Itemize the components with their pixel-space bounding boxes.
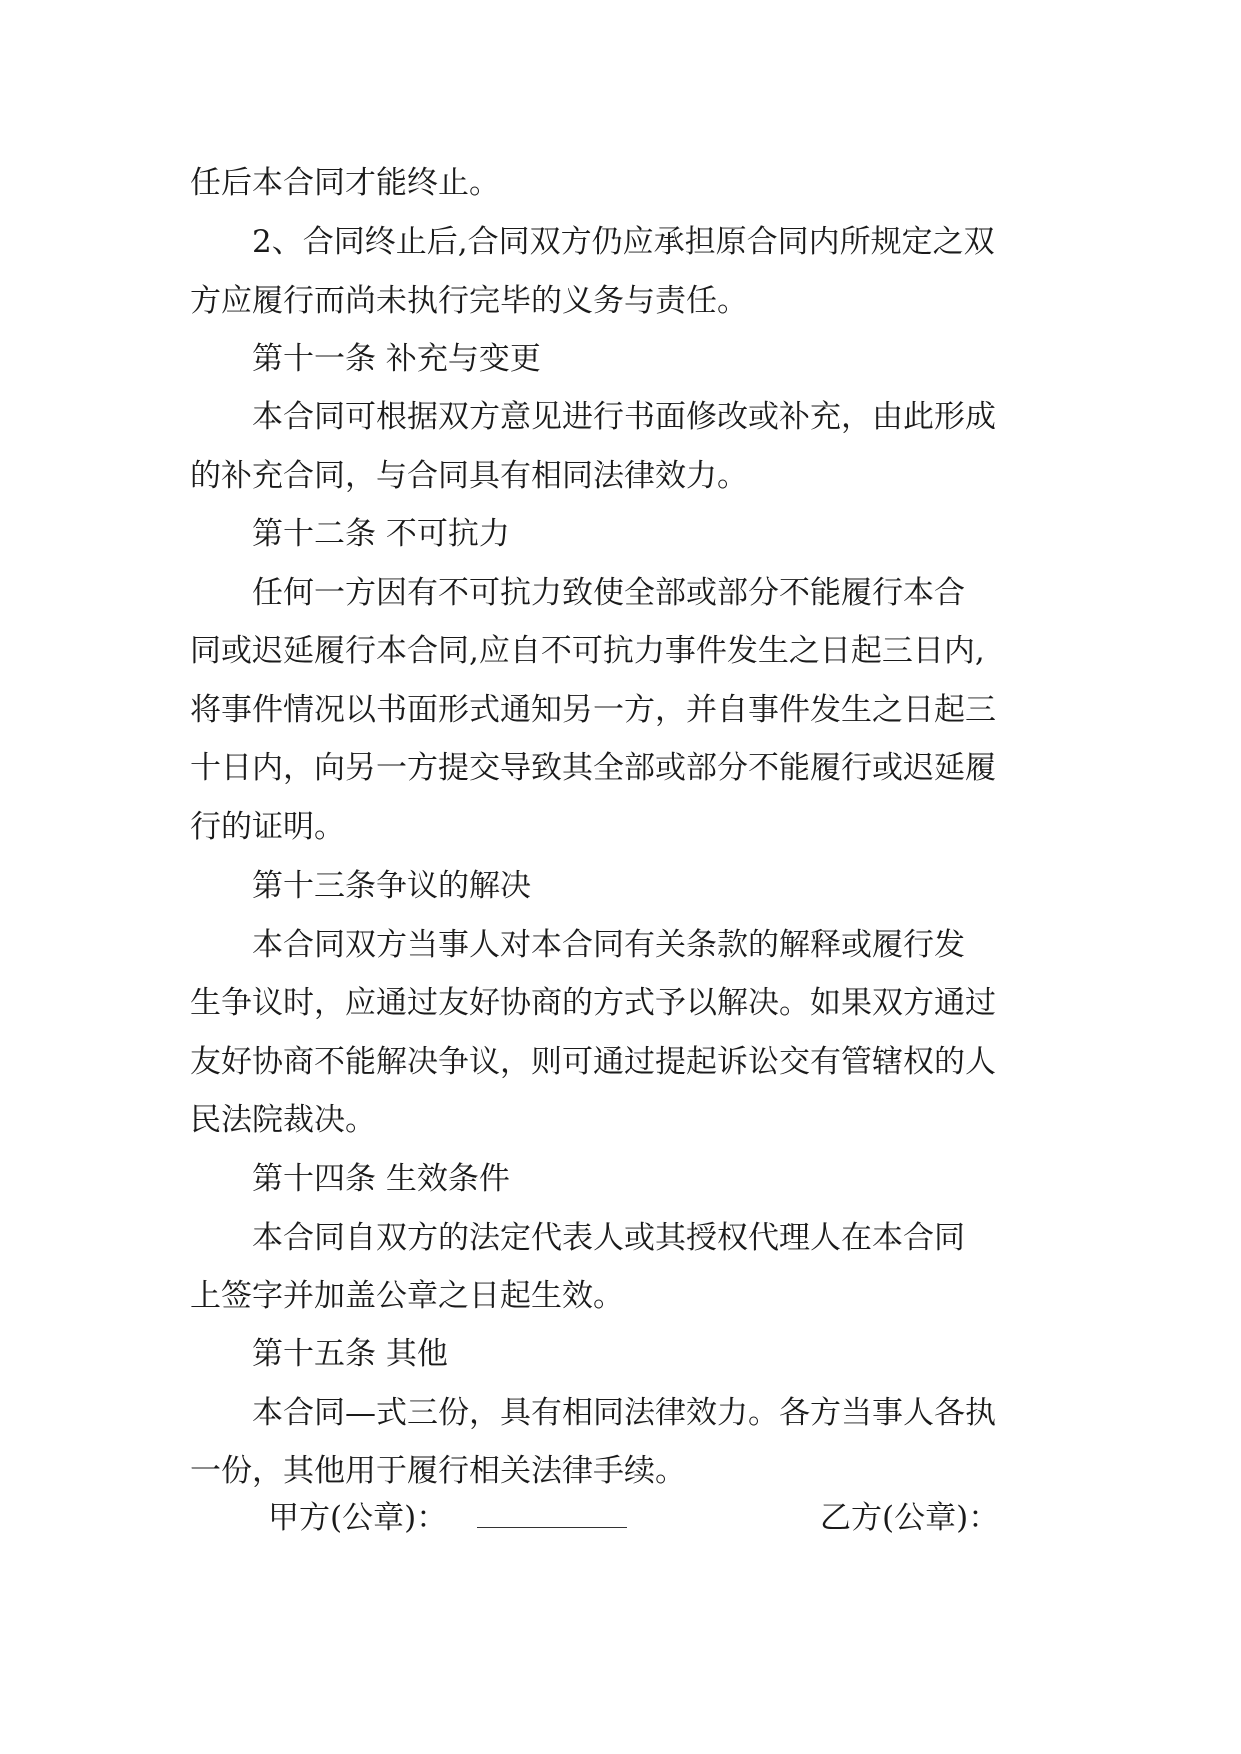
party-b-label: 乙方(公章)： (820, 1500, 1000, 1536)
party-a-signature-blank (477, 1501, 627, 1528)
section-heading: 第十一条 补充与变更 (252, 341, 541, 377)
text-line: 的补充合同，与合同具有相同法律效力。 (190, 458, 748, 494)
text-line: 将事件情况以书面形式通知另一方，并自事件发生之日起三 (190, 692, 996, 728)
text-line: 本合同双方当事人对本合同有关条款的解释或履行发 (252, 927, 965, 963)
text-line: 十日内，向另一方提交导致其全部或部分不能履行或迟延履 (190, 750, 996, 786)
text-line: 上签字并加盖公章之日起生效。 (190, 1278, 624, 1314)
party-b-signature (820, 1498, 999, 1538)
section-heading: 第十四条 生效条件 (252, 1161, 510, 1197)
text-line: 任何一方因有不可抗力致使全部或部分不能履行本合 (252, 575, 965, 611)
text-line: 生争议时，应通过友好协商的方式予以解决。如果双方通过 (190, 985, 996, 1021)
text-line: 行的证明。 (190, 809, 345, 845)
text-line: 同或迟延履行本合同,应自不可抗力事件发生之日起三日内, (190, 633, 985, 669)
party-a-label: 甲方(公章)： (268, 1500, 448, 1536)
text-line: 2、合同终止后,合同双方仍应承担原合同内所规定之双 (252, 224, 995, 260)
text-line: 本合同可根据双方意见进行书面修改或补充，由此形成 (252, 399, 996, 435)
text-line: 友好协商不能解决争议，则可通过提起诉讼交有管辖权的人 (190, 1044, 996, 1080)
party-a-signature (268, 1498, 627, 1538)
text-line: 一份，其他用于履行相关法律手续。 (190, 1453, 686, 1489)
text-line: 任后本合同才能终止。 (190, 165, 500, 201)
section-heading: 第十五条 其他 (252, 1336, 448, 1372)
section-heading: 第十三条争议的解决 (252, 868, 531, 904)
text-line: 本合同—式三份，具有相同法律效力。各方当事人各执 (252, 1395, 996, 1431)
section-heading: 第十二条 不可抗力 (252, 516, 510, 552)
text-line: 本合同自双方的法定代表人或其授权代理人在本合同 (252, 1220, 965, 1256)
text-line: 方应履行而尚未执行完毕的义务与责任。 (190, 283, 748, 319)
text-line: 民法院裁决。 (190, 1102, 376, 1138)
